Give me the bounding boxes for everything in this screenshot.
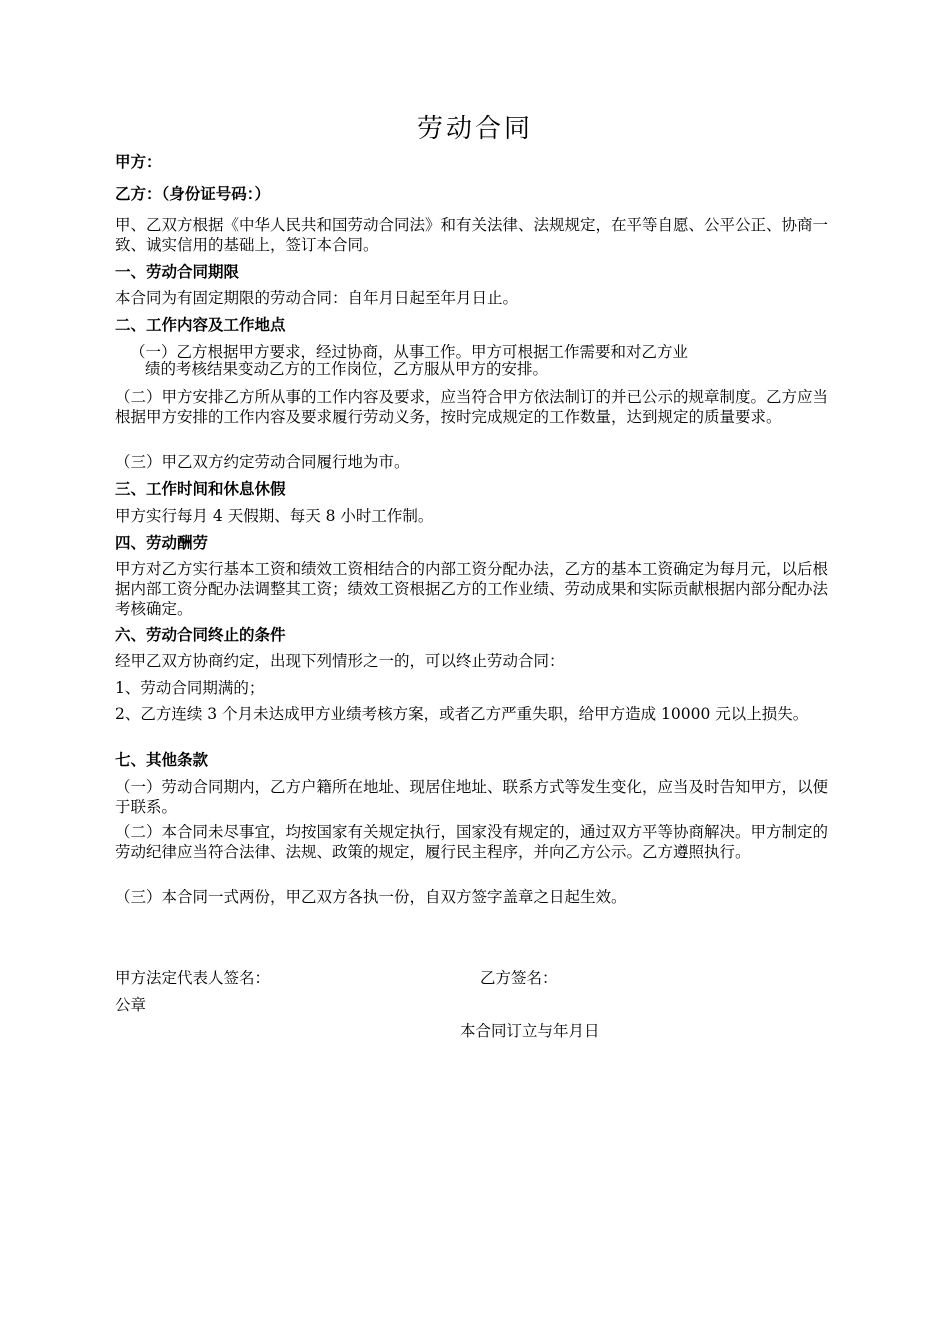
intro-paragraph: 甲、乙双方根据《中华人民共和国劳动合同法》和有关法律、法规规定，在平等自愿、公平公正、协商一致、诚实信用的基础上，签订本合同。	[115, 216, 829, 254]
document-title: 劳动合同	[416, 114, 533, 144]
section-6-title: 六、劳动合同终止的条件	[115, 625, 286, 644]
section-4-paragraph: 甲方对乙方实行基本工资和绩效工资相结合的内部工资分配办法，乙方的基本工资确定为每月元，以后根据内部工资分配办法调整其工资；绩效工资根据乙方的工作业绩、劳动成果和实际贡献根据内部分配办法考核确定。	[115, 560, 829, 618]
section-2-title: 二、工作内容及工作地点	[115, 315, 286, 334]
section-3-title: 三、工作时间和休息休假	[115, 479, 286, 498]
section-2-item-1-line-2: 绩的考核结果变动乙方的工作岗位，乙方服从甲方的安排。	[145, 360, 549, 378]
section-3-paragraph: 甲方实行每月 4 天假期、每天 8 小时工作制。	[115, 507, 434, 525]
section-2-item-2: （二）甲方安排乙方所从事的工作内容及要求，应当符合甲方依法制订的并已公示的规章制度。乙方应当根据甲方安排的工作内容及要求履行劳动义务，按时完成规定的工作数量，达到规定的质量要求。	[115, 388, 829, 426]
section-4-title: 四、劳动酬劳	[115, 533, 209, 552]
section-7-item-2: （二）本合同未尽事宜，均按国家有关规定执行，国家没有规定的，通过双方平等协商解决。甲方制定的劳动纪律应当符合法律、法规、政策的规定，履行民主程序，并向乙方公示。乙方遵照执行。	[115, 823, 829, 861]
section-6-paragraph: 经甲乙双方协商约定，出现下列情形之一的，可以终止劳动合同：	[115, 652, 565, 670]
section-2-item-3: （三）甲乙双方约定劳动合同履行地为市。	[115, 453, 410, 471]
section-2-item-1-line-1: （一）乙方根据甲方要求，经过协商，从事工作。甲方可根据工作需要和对乙方业	[130, 343, 689, 361]
section-1-paragraph: 本合同为有固定期限的劳动合同：自年月日起至年月日止。	[115, 289, 519, 307]
company-seal-label: 公章	[115, 996, 147, 1014]
section-7-title: 七、其他条款	[115, 750, 209, 769]
party-a-signature-label: 甲方法定代表人签名：	[115, 969, 271, 987]
section-1-title: 一、劳动合同期限	[115, 262, 240, 281]
party-a-line: 甲方：	[115, 152, 162, 171]
section-6-item-1: 1、劳动合同期满的；	[115, 679, 265, 697]
party-b-line: 乙方：（身份证号码：）	[115, 184, 271, 203]
section-7-item-1: （一）劳动合同期内，乙方户籍所在地址、现居住地址、联系方式等发生变化，应当及时告知甲方，以便于联系。	[115, 778, 829, 816]
contract-date-line: 本合同订立与年月日	[460, 1022, 600, 1040]
party-b-signature-label: 乙方签名：	[480, 969, 558, 987]
section-7-item-3: （三）本合同一式两份，甲乙双方各执一份，自双方签字盖章之日起生效。	[115, 888, 627, 906]
section-6-item-2: 2、乙方连续 3 个月未达成甲方业绩考核方案，或者乙方严重失职，给甲方造成 10000 元以上损失。	[115, 705, 809, 723]
